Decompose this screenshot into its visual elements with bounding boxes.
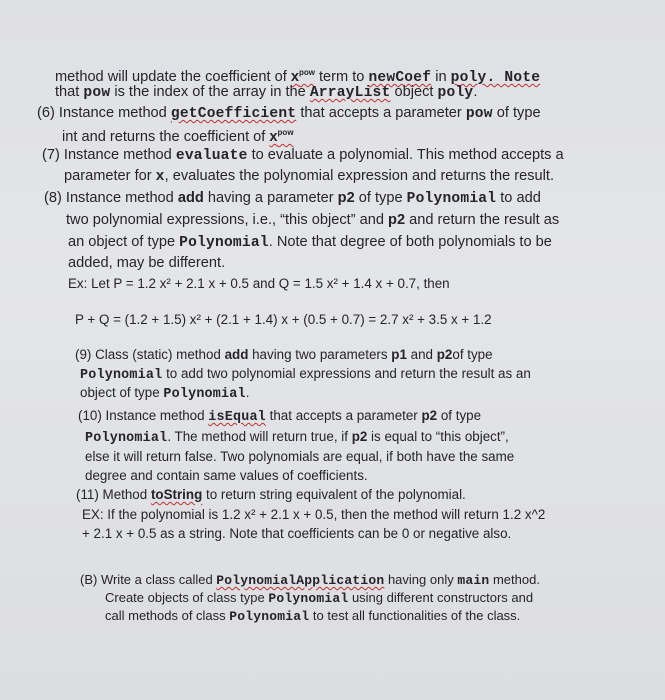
text-span: (10) Instance method [78, 408, 209, 423]
text-span: parameter for [64, 168, 156, 184]
text-span: else it will return false. Two polynomials are equal, if both have the same [85, 449, 515, 464]
code-newcoef: newCoef [368, 70, 432, 86]
text-span: . Note that degree of both polynomials to be [268, 234, 552, 250]
example-line [68, 275, 450, 293]
text-line [82, 506, 545, 524]
text-line [105, 589, 533, 608]
text-span: add [177, 190, 204, 206]
text-span: degree and contain same values of coefficients. [85, 468, 368, 483]
code-isequal: isEqual [208, 410, 266, 425]
text-span: to evaluate a polynomial. This method accepts a [247, 147, 564, 163]
text-span: (11) Method [76, 487, 151, 502]
text-span: that accepts a parameter [296, 105, 466, 121]
text-line [76, 486, 466, 504]
text-span: having only [384, 572, 458, 587]
text-span: having a parameter [203, 190, 338, 206]
text-span: in [431, 69, 451, 85]
code-polynomial: Polynomial [163, 387, 246, 402]
text-span: of type [354, 190, 407, 206]
text-span: p2 [421, 408, 438, 423]
text-line [105, 607, 520, 626]
code-tostring: toString [150, 487, 203, 502]
text-span: an object of type [68, 234, 180, 250]
text-span: P + Q = (1.2 + 1.5) x² + (2.1 + 1.4) x + (0.5 + 0.7) = 2.7 x² + 3.5 x + 1.2 [75, 312, 492, 327]
code-polynomial: Polynomial [85, 431, 168, 446]
text-span: term to [314, 69, 369, 85]
text-line [44, 189, 541, 208]
text-span: added, may be different. [68, 255, 226, 271]
code-polynomialapplication: PolynomialApplication [216, 573, 385, 588]
text-line [37, 104, 541, 123]
text-line [68, 233, 552, 252]
text-span: p2 [388, 212, 406, 228]
text-span: . [473, 84, 478, 100]
text-line [66, 211, 559, 229]
text-span: x [269, 129, 278, 145]
text-line [85, 448, 514, 466]
text-span: that accepts a parameter [265, 408, 422, 423]
code-polynomial: Polynomial [406, 191, 497, 207]
text-span: add [224, 347, 249, 362]
text-line [42, 146, 564, 165]
text-span: having two parameters [248, 347, 392, 362]
text-line [75, 346, 493, 364]
text-span: . The method will return true, if [167, 429, 352, 444]
text-span: p2 [351, 429, 368, 444]
text-span: (8) Instance method [44, 190, 178, 206]
code-polynomial: Polynomial [229, 609, 310, 624]
code-evaluate: evaluate [175, 148, 248, 164]
text-span: pow [277, 128, 294, 137]
text-line [85, 467, 368, 485]
text-span: is equal to “this object”, [367, 429, 509, 444]
text-line [85, 428, 509, 448]
text-line [64, 167, 554, 186]
code-pow: pow [465, 106, 493, 122]
x-pow-term [269, 129, 293, 145]
text-span: of type [492, 105, 541, 121]
text-line [55, 83, 477, 102]
text-span: method will update the coefficient of [55, 69, 291, 85]
text-span: to test all functionalities of the class. [309, 608, 521, 623]
text-span: , evaluates the polynomial expression and returns the result. [164, 168, 555, 184]
text-span: (9) Class (static) method [75, 347, 225, 362]
text-span: pow [298, 68, 315, 77]
text-span: p2 [337, 190, 355, 206]
text-span: Create objects of class type [105, 590, 269, 605]
code-x: x [155, 169, 165, 185]
text-span: p1 [391, 347, 407, 362]
text-span: of type [437, 408, 482, 423]
text-span: call methods of class [105, 608, 230, 623]
text-line [80, 571, 540, 590]
text-span: (7) Instance method [42, 147, 176, 163]
code-getcoefficient: getCoefficient [170, 106, 297, 122]
code-polynomial: Polynomial [179, 235, 269, 251]
text-span: . [245, 385, 250, 400]
text-span: + 2.1 x + 0.5 as a string. Note that coefficients can be 0 or negative also. [82, 526, 512, 541]
text-span: using different constructors and [348, 590, 534, 605]
code-polynomial: Polynomial [80, 368, 163, 383]
text-line [78, 407, 481, 427]
text-span: and return the result as [405, 212, 560, 228]
code-polynomial: Polynomial [268, 591, 349, 606]
equation-line [75, 311, 492, 329]
text-line [82, 525, 511, 543]
code-main: main [457, 573, 490, 588]
code-poly-note: poly. Note [450, 70, 541, 86]
text-span: EX: If the polynomial is 1.2 x² + 2.1 x + 0.5, then the method will return 1.2 x^2 [82, 507, 546, 522]
text-span: (B) Write a class called [80, 572, 217, 587]
text-span: to add [496, 190, 541, 206]
text-span: int and returns the coefficient of [62, 129, 270, 145]
text-span: and [406, 347, 437, 362]
text-line [80, 365, 531, 385]
code-arraylist: ArrayList [309, 85, 391, 101]
text-span: Ex: Let P = 1.2 x² + 2.1 x + 0.5 and Q = 1.5 x² + 1.4 x + 0.7, then [68, 276, 450, 291]
text-span: p2 [436, 347, 453, 362]
text-span: two polynomial expressions, i.e., “this object” and [66, 212, 389, 228]
text-span: to add two polynomial expressions and return the result as an [162, 366, 531, 381]
text-line [80, 384, 249, 404]
text-span: object of type [80, 385, 164, 400]
code-poly: poly [437, 85, 474, 101]
text-span: x [290, 69, 299, 85]
text-span: that [55, 84, 84, 100]
text-span: method. [489, 572, 540, 587]
text-line [68, 254, 225, 272]
text-span: (6) Instance method [37, 105, 171, 121]
text-line [62, 124, 294, 146]
text-span: to return string equivalent of the polynomial. [202, 487, 466, 502]
code-pow: pow [83, 85, 111, 101]
text-span: is the index of the array in the [110, 84, 310, 100]
text-span: object [390, 84, 438, 100]
text-span: of type [452, 347, 493, 362]
